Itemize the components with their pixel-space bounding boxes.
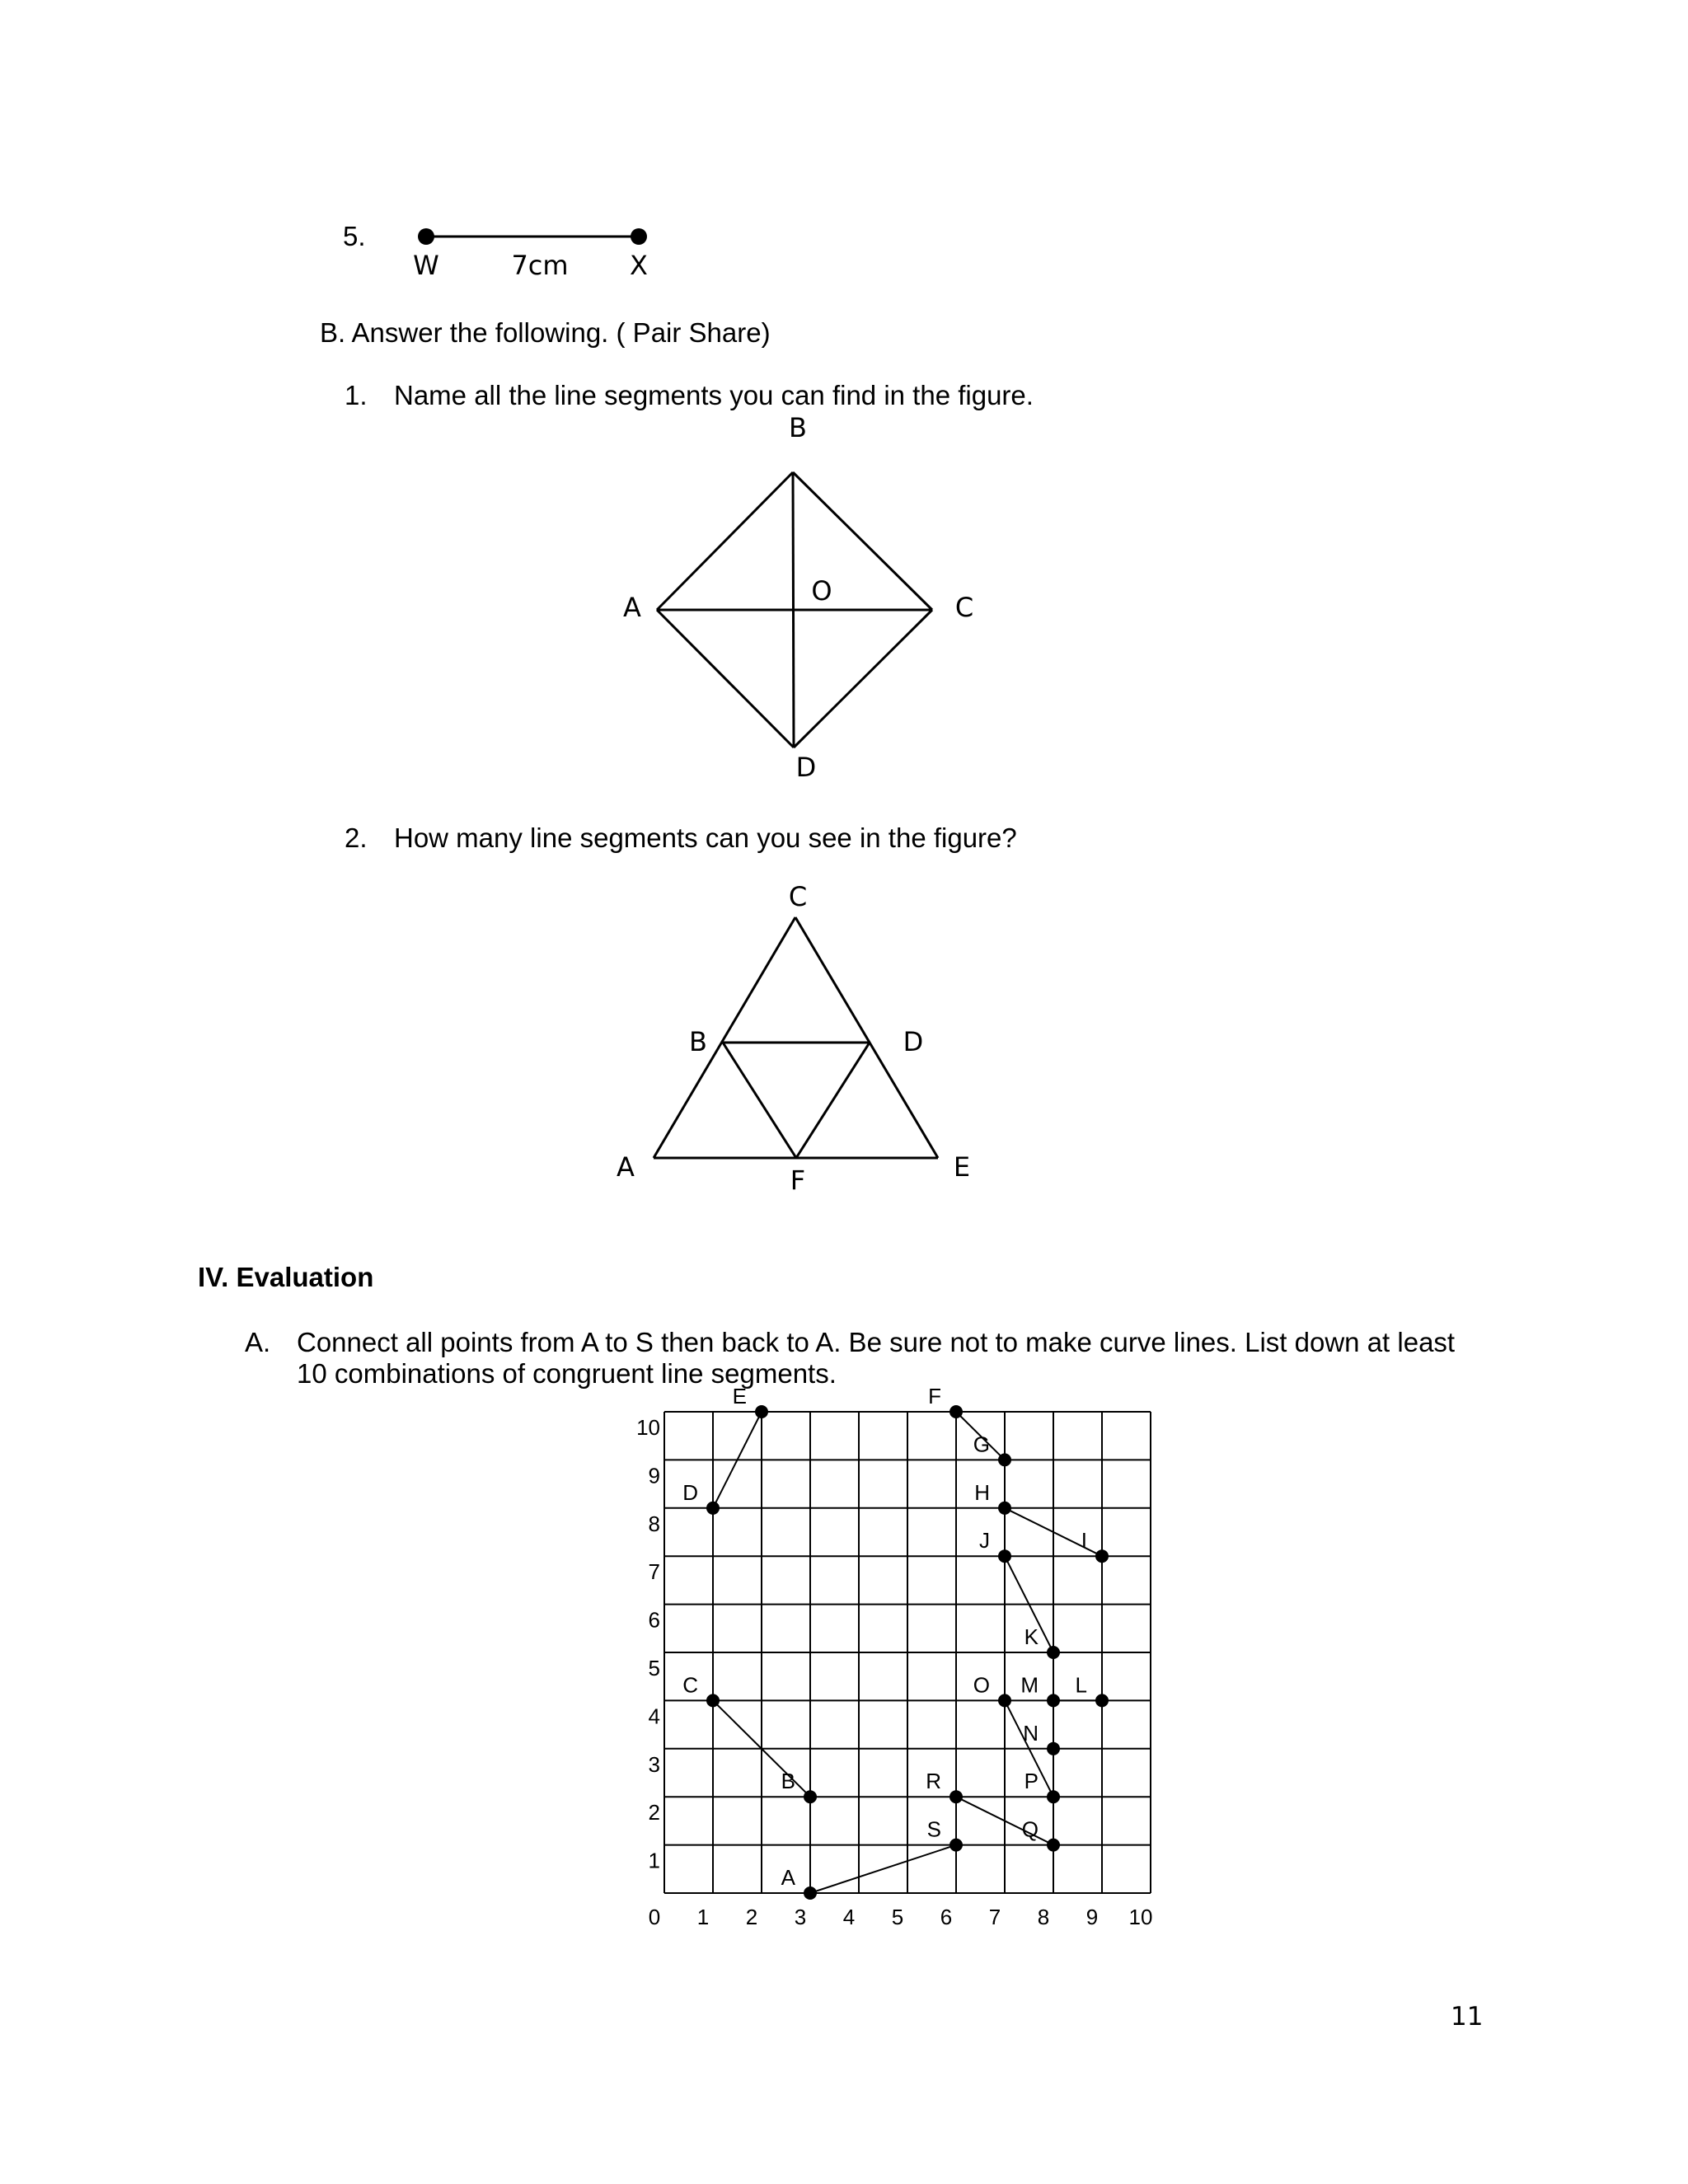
page-number: 11	[1451, 2002, 1484, 2032]
x-tick-label: 8	[1037, 1905, 1050, 1929]
question-1-text: Name all the line segments you can find in the figure.	[394, 380, 1034, 410]
question-2-number: 2.	[345, 823, 368, 853]
y-tick-label: 1	[648, 1848, 660, 1873]
point-d-label: D	[682, 1479, 698, 1505]
x-tick-label: 1	[696, 1905, 710, 1929]
point-s-label: S	[926, 1816, 941, 1842]
vertex-e-label: E	[953, 1151, 971, 1183]
point-c-dot	[706, 1694, 720, 1707]
y-tick-label: 8	[648, 1511, 660, 1536]
point-d-dot	[706, 1502, 720, 1515]
point-k-label: K	[1024, 1624, 1039, 1649]
y-tick-label: 9	[648, 1463, 660, 1488]
y-tick-label: 10	[636, 1415, 660, 1440]
point-k-dot	[1047, 1646, 1060, 1659]
y-tick-label: 5	[648, 1656, 660, 1680]
point-e-label: E	[732, 1384, 747, 1408]
question-2-text: How many line segments can you see in the figure?	[394, 823, 1017, 853]
point-i-dot	[1095, 1549, 1109, 1563]
vertex-d-label: D	[903, 1026, 924, 1057]
point-o-label: O	[973, 1672, 990, 1698]
point-g-dot	[998, 1453, 1011, 1466]
x-tick-label: 7	[988, 1905, 1001, 1929]
point-f-dot	[950, 1405, 963, 1418]
vertex-c-label: C	[788, 881, 808, 912]
point-j-dot	[998, 1549, 1011, 1563]
point-b-label: B	[781, 1769, 795, 1794]
grid-lines	[664, 1412, 1151, 1893]
vertex-c-label: C	[954, 592, 974, 623]
x-tick-label: 9	[1085, 1905, 1099, 1929]
point-c-label: C	[682, 1672, 698, 1698]
point-a-dot	[804, 1886, 817, 1900]
point-r-dot	[950, 1790, 963, 1803]
x-tick-label: 0	[648, 1905, 661, 1929]
x-tick-label: 6	[940, 1905, 953, 1929]
point-s-dot	[950, 1839, 963, 1852]
evaluation-letter: A.	[245, 1327, 271, 1357]
y-tick-label: 3	[648, 1751, 660, 1777]
point-l-dot	[1095, 1694, 1109, 1707]
x-tick-label: 2	[745, 1905, 758, 1929]
point-l-label: L	[1075, 1672, 1087, 1698]
segment-length-label: 7cm	[511, 250, 569, 281]
vertex-b-label: B	[689, 1026, 707, 1057]
vertex-d-label: D	[795, 752, 817, 783]
point-h-dot	[998, 1502, 1011, 1515]
endpoint-w-label: W	[413, 250, 439, 281]
point-h-label: H	[974, 1479, 990, 1505]
y-tick-label: 4	[648, 1704, 660, 1729]
point-g-label: G	[973, 1432, 990, 1457]
y-tick-label: 2	[648, 1800, 660, 1825]
point-o-dot	[998, 1694, 1011, 1707]
x-tick-label: 10	[1128, 1905, 1153, 1929]
section-iv-heading: IV. Evaluation	[198, 1262, 374, 1292]
point-m-dot	[1047, 1694, 1060, 1707]
vertex-a-label: A	[617, 1151, 635, 1183]
vertex-f-label: F	[790, 1165, 806, 1196]
point-n-dot	[1047, 1742, 1060, 1755]
point-p-label: P	[1024, 1769, 1039, 1794]
point-m-label: M	[1020, 1672, 1039, 1698]
point-j-label: J	[979, 1528, 990, 1554]
x-tick-label: 3	[794, 1905, 807, 1929]
point-q-label: Q	[1021, 1816, 1039, 1842]
y-tick-label: 7	[648, 1559, 660, 1585]
point-b-dot	[804, 1790, 817, 1803]
vertex-b-label: B	[789, 412, 807, 443]
point-p-dot	[1047, 1790, 1060, 1803]
center-o-label: O	[811, 575, 832, 607]
section-b-heading: B. Answer the following. ( Pair Share)	[320, 317, 771, 348]
vertex-a-label: A	[623, 592, 641, 623]
point-e-dot	[755, 1405, 768, 1418]
point-r-label: R	[926, 1769, 941, 1794]
endpoint-x-label: X	[630, 250, 648, 281]
point-f-label: F	[928, 1384, 941, 1408]
x-tick-label: 4	[842, 1905, 856, 1929]
segment-as	[810, 1845, 956, 1893]
point-a-label: A	[781, 1865, 795, 1890]
point-q-dot	[1047, 1839, 1060, 1852]
evaluation-instruction-line-2: 10 combinations of congruent line segments.	[297, 1358, 837, 1389]
y-tick-label: 6	[648, 1607, 660, 1633]
evaluation-instruction-line-1: Connect all points from A to S then back to A. Be sure not to make curve lines. List down at least	[297, 1327, 1456, 1357]
point-i-label: I	[1081, 1528, 1087, 1554]
item5-number: 5.	[343, 221, 366, 251]
grid-points	[682, 1384, 1109, 1900]
point-n-label: N	[1023, 1720, 1039, 1746]
x-tick-label: 5	[891, 1905, 904, 1929]
question-1-number: 1.	[345, 380, 368, 410]
